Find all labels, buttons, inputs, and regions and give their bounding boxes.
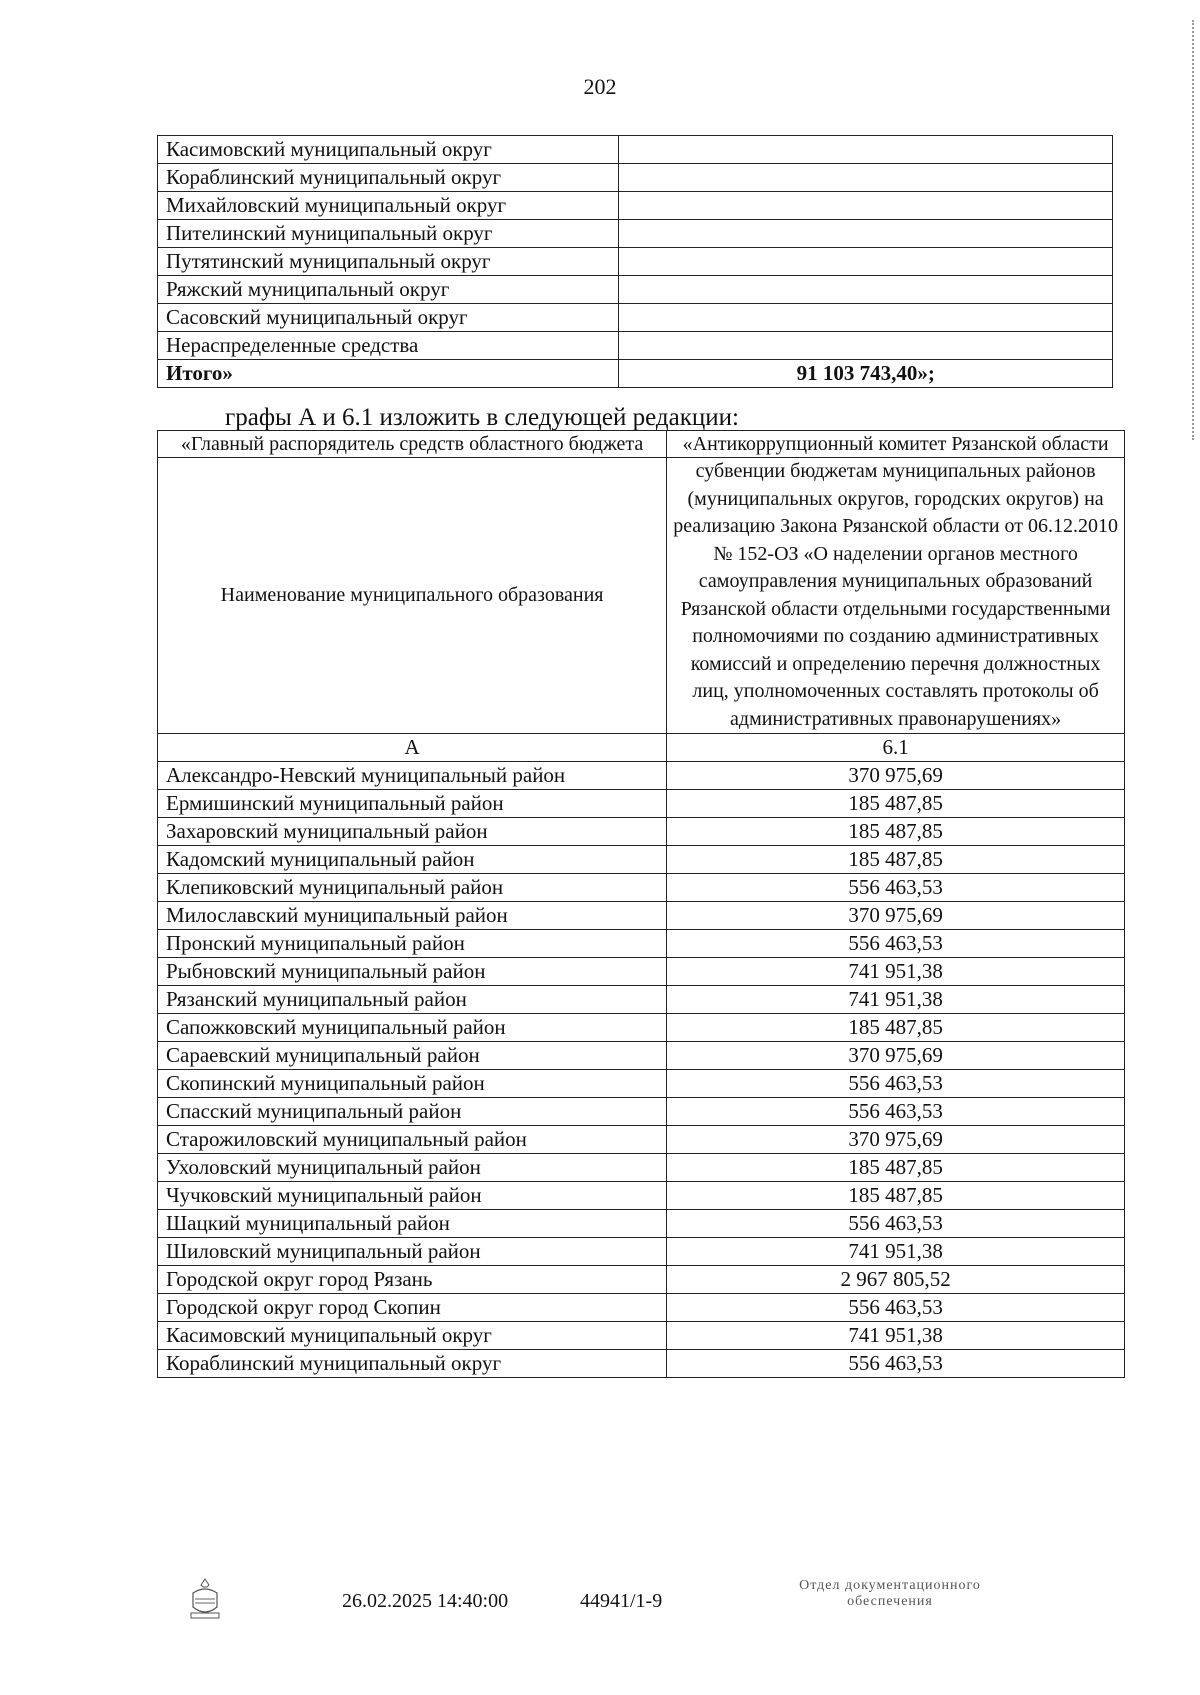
stamp-line-2: обеспечения <box>847 1594 933 1609</box>
row-value <box>619 248 1113 276</box>
row-value: 2 967 805,52 <box>667 1266 1125 1294</box>
table-row <box>158 136 1113 164</box>
table-row <box>158 790 1125 818</box>
table-row <box>158 958 1125 986</box>
row-name: Захаровский муниципальный район <box>158 818 667 846</box>
table-row <box>158 248 1113 276</box>
table-row <box>158 902 1125 930</box>
row-value: 185 487,85 <box>667 790 1125 818</box>
row-name: Рязанский муниципальный район <box>158 986 667 1014</box>
row-value: 185 487,85 <box>667 1154 1125 1182</box>
row-value <box>619 304 1113 332</box>
header-right-cell: «Антикоррупционный комитет Рязанской области <box>667 431 1125 458</box>
row-value: 185 487,85 <box>667 1182 1125 1210</box>
table-row <box>158 164 1113 192</box>
row-value: 556 463,53 <box>667 1070 1125 1098</box>
row-name: Спасский муниципальный район <box>158 1098 667 1126</box>
row-value <box>619 192 1113 220</box>
row-value <box>619 136 1113 164</box>
column-a-label: А <box>158 734 667 762</box>
row-name: Пителинский муниципальный округ <box>158 220 619 248</box>
row-name: Сараевский муниципальный район <box>158 1042 667 1070</box>
total-label: Итого» <box>158 360 619 388</box>
column-6-1-label: 6.1 <box>667 734 1125 762</box>
row-value: 556 463,53 <box>667 1294 1125 1322</box>
row-name: Касимовский муниципальный округ <box>158 1322 667 1350</box>
footer-datetime: 26.02.2025 14:40:00 <box>342 1590 509 1612</box>
row-value: 556 463,53 <box>667 1210 1125 1238</box>
row-name: Клепиковский муниципальный район <box>158 874 667 902</box>
table-row <box>158 874 1125 902</box>
row-name: Касимовский муниципальный округ <box>158 136 619 164</box>
table-row <box>158 762 1125 790</box>
page-number: 202 <box>583 74 617 99</box>
table-row <box>158 220 1113 248</box>
table-row <box>158 332 1113 360</box>
table-row <box>158 304 1113 332</box>
total-value: 91 103 743,40»; <box>619 360 1113 388</box>
footer-doc-id: 44941/1-9 <box>580 1590 663 1612</box>
subheader-right-cell: субвенции бюджетам муниципальных районов (муниципальных округов, городских округов) на реализацию Закона Рязанской области от 06.12.2010 № 152-ОЗ «О наделении органов местного самоуправления муниципальных образований Рязанской области отдельными государственными полномочиями по созданию административных комиссий и определению перечня должностных лиц, уполномоченных составлять протоколы об административных правонарушениях» <box>667 458 1125 734</box>
column-number-row <box>158 734 1125 762</box>
row-name: Пронский муниципальный район <box>158 930 667 958</box>
row-name: Чучковский муниципальный район <box>158 1182 667 1210</box>
row-value: 370 975,69 <box>667 902 1125 930</box>
row-value: 556 463,53 <box>667 930 1125 958</box>
total-row <box>158 360 1113 388</box>
table-row <box>158 1014 1125 1042</box>
row-name: Путятинский муниципальный округ <box>158 248 619 276</box>
table-row <box>158 1294 1125 1322</box>
row-value: 185 487,85 <box>667 846 1125 874</box>
row-name: Кораблинский муниципальный округ <box>158 164 619 192</box>
row-name: Ряжский муниципальный округ <box>158 276 619 304</box>
table-row <box>158 1154 1125 1182</box>
row-value: 370 975,69 <box>667 1126 1125 1154</box>
row-name: Городской округ город Рязань <box>158 1266 667 1294</box>
table-row <box>158 1042 1125 1070</box>
row-value <box>619 276 1113 304</box>
row-name: Скопинский муниципальный район <box>158 1070 667 1098</box>
stamp-line-1: Отдел документационного <box>799 1578 981 1593</box>
row-name: Сапожковский муниципальный район <box>158 1014 667 1042</box>
table-continuation <box>157 135 1113 388</box>
row-name: Шиловский муниципальный район <box>158 1238 667 1266</box>
table-subheader-row <box>158 458 1125 734</box>
table-row <box>158 192 1113 220</box>
row-name: Старожиловский муниципальный район <box>158 1126 667 1154</box>
table-row <box>158 930 1125 958</box>
row-name: Ермишинский муниципальный район <box>158 790 667 818</box>
row-name: Рыбновский муниципальный район <box>158 958 667 986</box>
row-value: 741 951,38 <box>667 1238 1125 1266</box>
table-row <box>158 1070 1125 1098</box>
row-value: 741 951,38 <box>667 986 1125 1014</box>
row-value: 741 951,38 <box>667 958 1125 986</box>
row-value: 556 463,53 <box>667 874 1125 902</box>
row-value: 185 487,85 <box>667 818 1125 846</box>
footer-stamp <box>740 1578 1040 1610</box>
row-value: 370 975,69 <box>667 762 1125 790</box>
row-name: Ухоловский муниципальный район <box>158 1154 667 1182</box>
row-name: Кораблинский муниципальный округ <box>158 1350 667 1378</box>
row-value <box>619 332 1113 360</box>
table-row <box>158 1350 1125 1378</box>
row-name: Кадомский муниципальный район <box>158 846 667 874</box>
row-value: 185 487,85 <box>667 1014 1125 1042</box>
table-row <box>158 1126 1125 1154</box>
table-row <box>158 1182 1125 1210</box>
row-name: Сасовский муниципальный округ <box>158 304 619 332</box>
table-subventions <box>157 430 1125 1378</box>
table-row <box>158 1266 1125 1294</box>
row-name: Шацкий муниципальный район <box>158 1210 667 1238</box>
row-value <box>619 164 1113 192</box>
table-row <box>158 1322 1125 1350</box>
table-row <box>158 1210 1125 1238</box>
table-row <box>158 276 1113 304</box>
table-row <box>158 846 1125 874</box>
table-row <box>158 1098 1125 1126</box>
row-name: Городской округ город Скопин <box>158 1294 667 1322</box>
row-value <box>619 220 1113 248</box>
header-left-cell: «Главный распорядитель средств областного бюджета <box>158 431 667 458</box>
row-name: Михайловский муниципальный округ <box>158 192 619 220</box>
coat-of-arms-icon <box>185 1577 225 1621</box>
row-value: 556 463,53 <box>667 1098 1125 1126</box>
table-row <box>158 818 1125 846</box>
table-subventions-body <box>158 431 1125 1378</box>
subheader-left-cell: Наименование муниципального образования <box>158 458 667 734</box>
table-row <box>158 1238 1125 1266</box>
row-value: 556 463,53 <box>667 1350 1125 1378</box>
row-value: 370 975,69 <box>667 1042 1125 1070</box>
row-value: 741 951,38 <box>667 1322 1125 1350</box>
row-name: Александро-Невский муниципальный район <box>158 762 667 790</box>
table-continuation-body <box>158 136 1113 388</box>
row-name: Милославский муниципальный район <box>158 902 667 930</box>
instruction-text: графы А и 6.1 изложить в следующей редакции: <box>225 404 739 431</box>
table-header-row <box>158 431 1125 458</box>
row-name: Нераспределенные средства <box>158 332 619 360</box>
table-row <box>158 986 1125 1014</box>
